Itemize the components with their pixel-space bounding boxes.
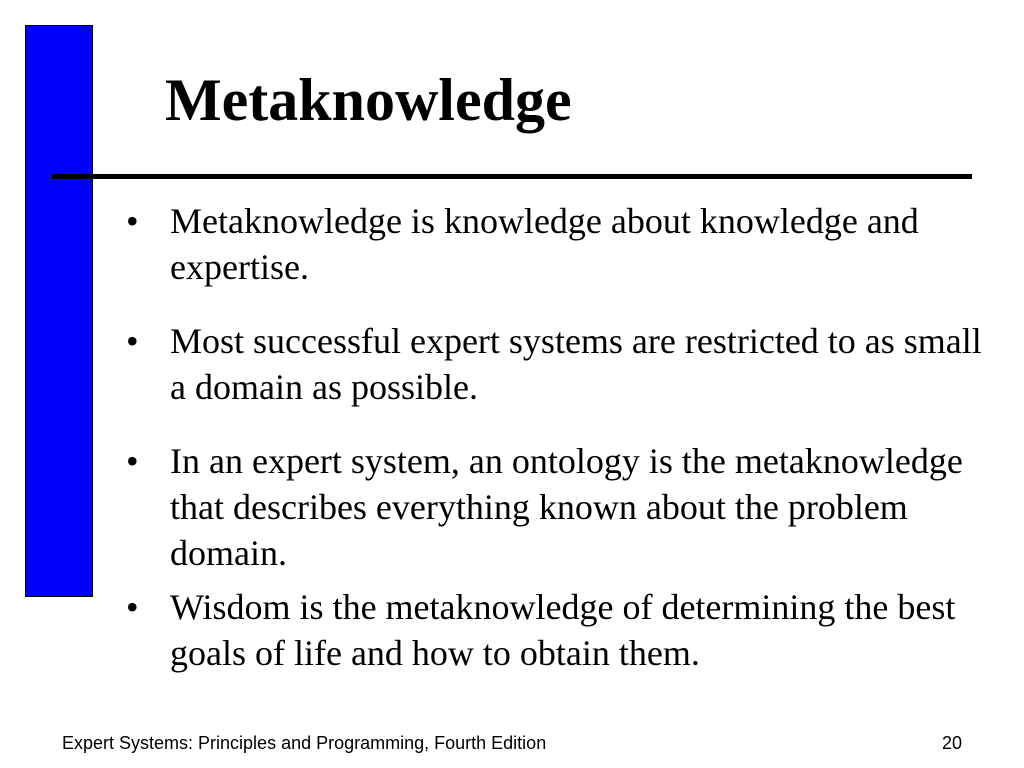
bullet-item [126, 438, 986, 576]
bullet-item [126, 318, 986, 410]
bullet-icon: • [126, 321, 139, 361]
bullet-item [126, 584, 986, 676]
slide-title: Metaknowledge [165, 67, 572, 133]
bullet-icon: • [126, 441, 139, 481]
bullet-text: Wisdom is the metaknowledge of determining the best goals of life and how to obtain them. [170, 587, 956, 673]
bullet-text: Most successful expert systems are restricted to as small a domain as possible. [170, 321, 982, 407]
bullet-text: Metaknowledge is knowledge about knowledge and expertise. [170, 201, 919, 287]
bullet-icon: • [126, 201, 139, 241]
title-underline [52, 174, 972, 179]
bullet-list [126, 198, 986, 704]
bullet-icon: • [126, 587, 139, 627]
bullet-item [126, 198, 986, 290]
footer-book-title: Expert Systems: Principles and Programming, Fourth Edition [62, 733, 547, 753]
bullet-text: In an expert system, an ontology is the metaknowledge that describes everything known about the problem domain. [170, 441, 963, 573]
footer-page-number: 20 [942, 733, 963, 753]
